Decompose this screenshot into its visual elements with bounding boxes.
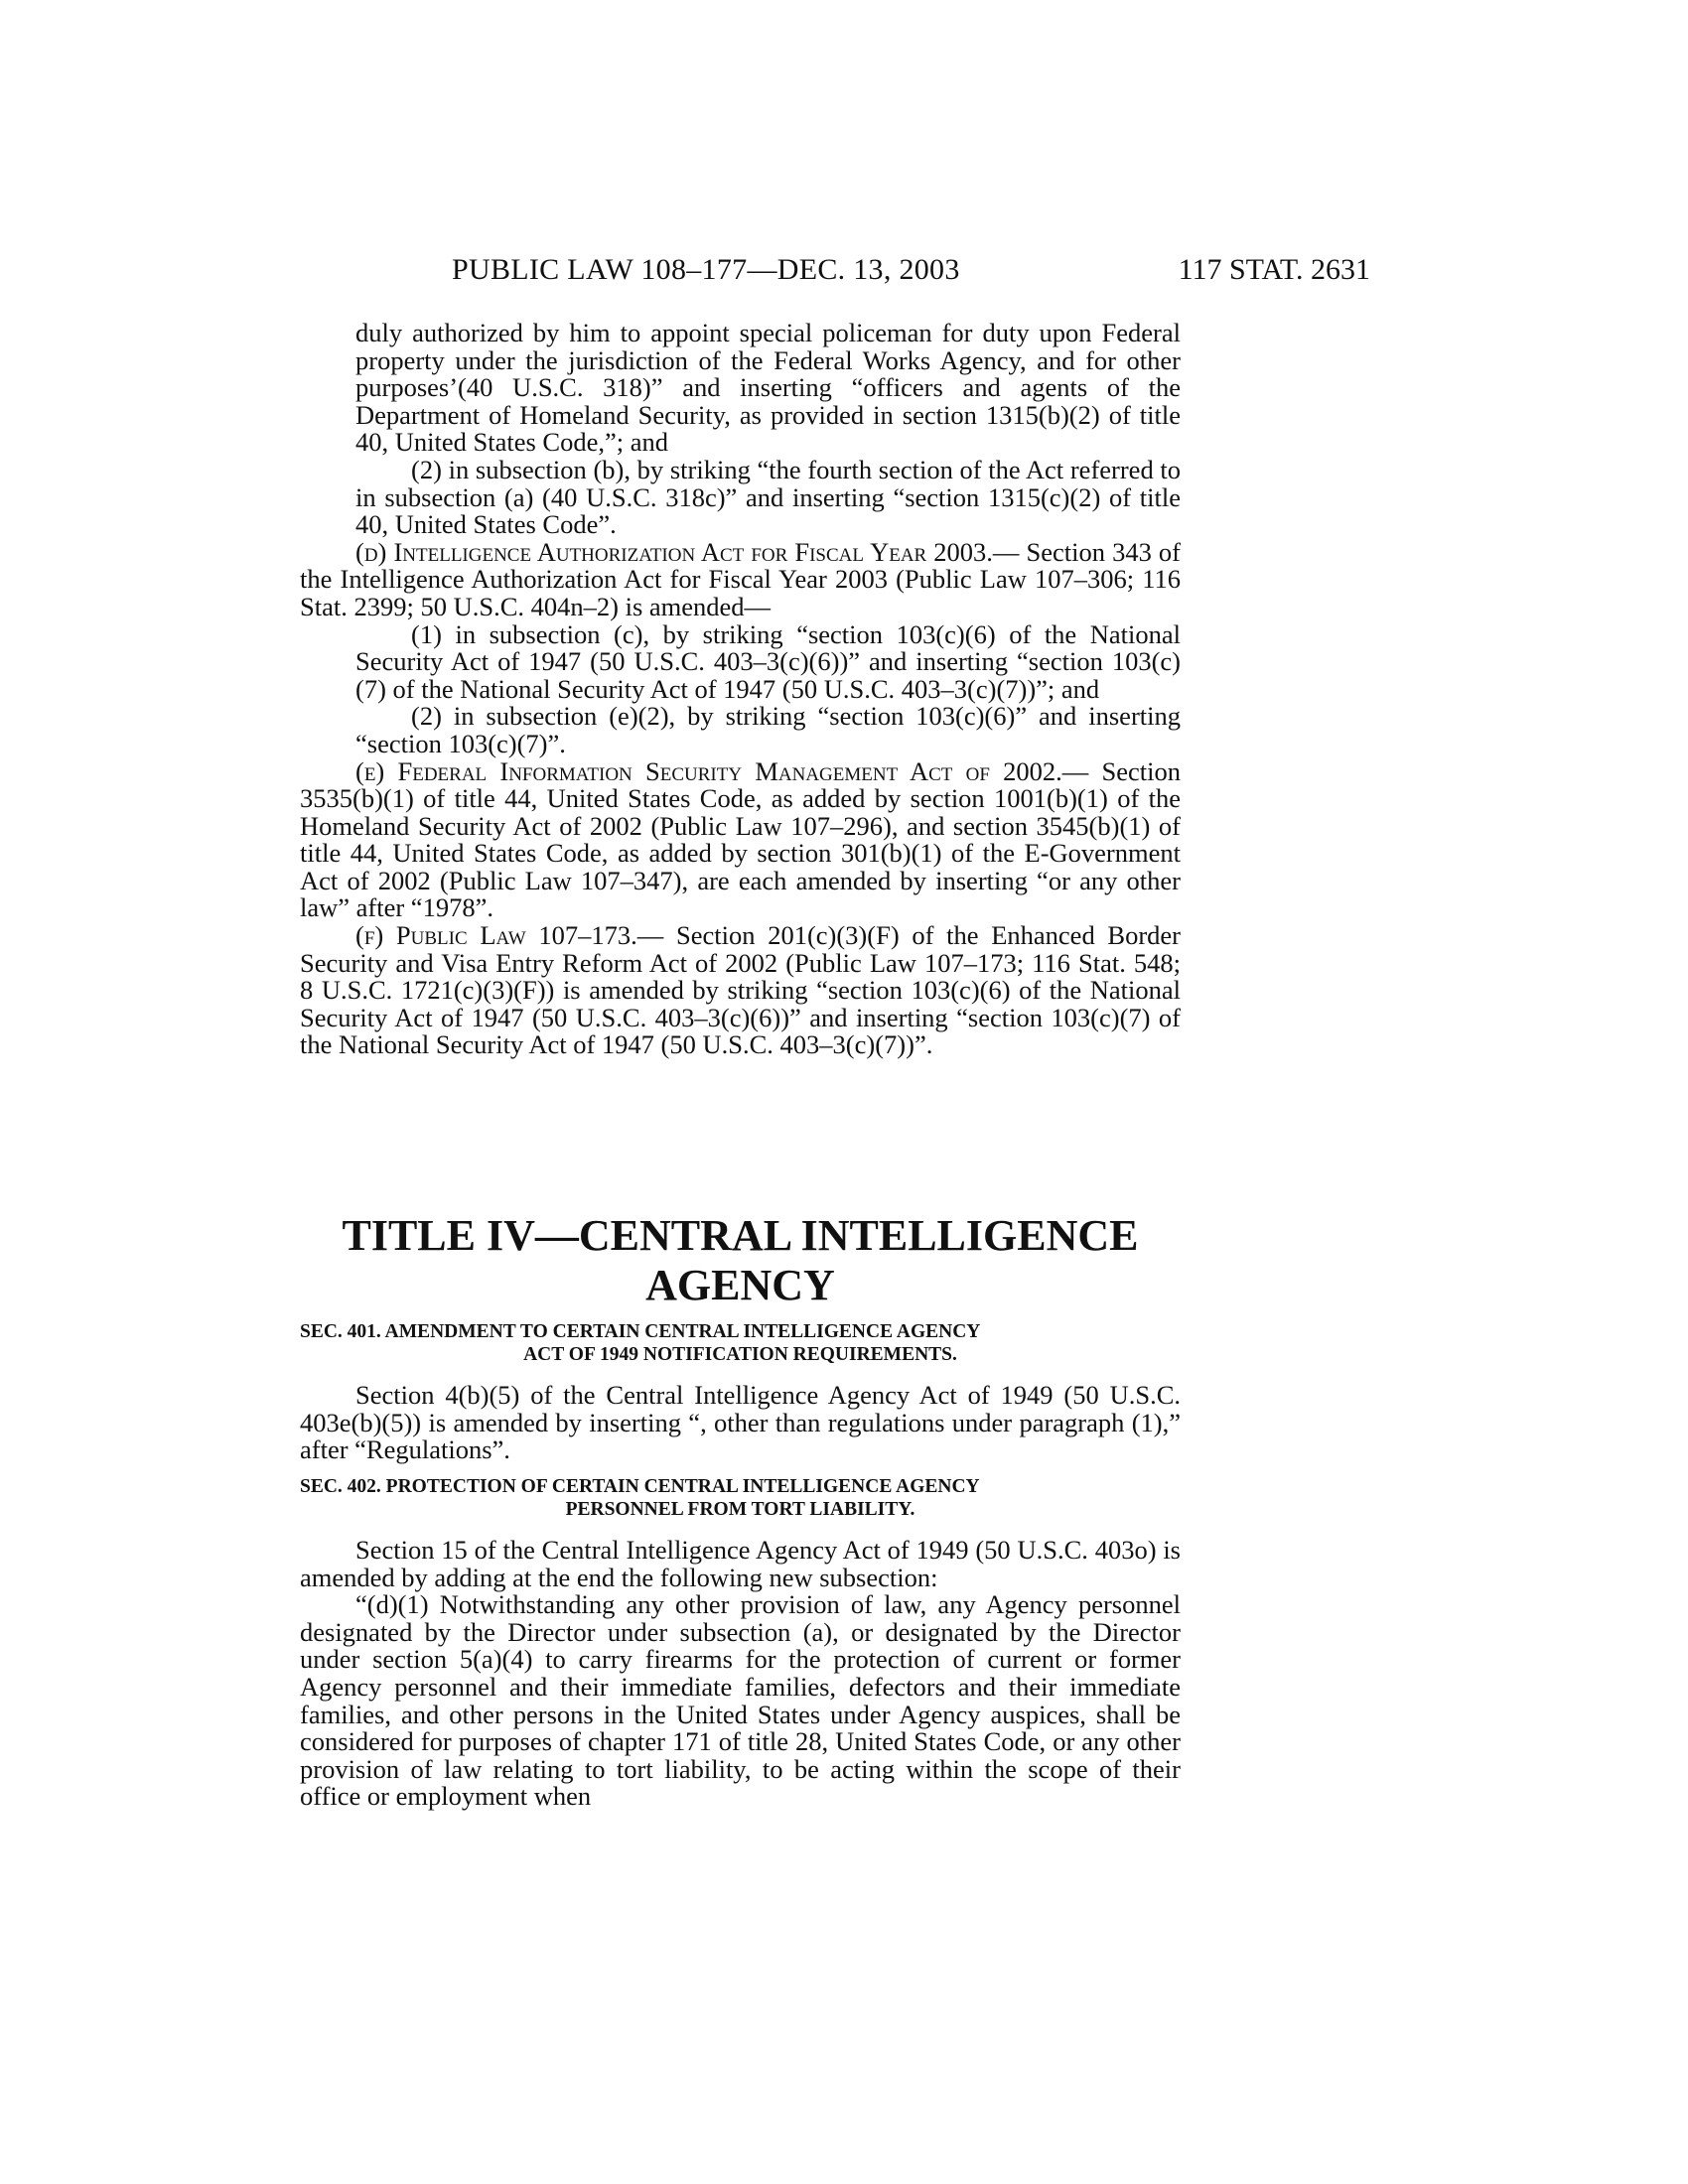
section-401-heading bbox=[300, 1320, 1181, 1366]
section-401-heading-line-2: ACT OF 1949 NOTIFICATION REQUIREMENTS. bbox=[523, 1344, 957, 1365]
subsection-f-heading: (f) Public Law 107–173.— bbox=[355, 920, 664, 951]
subsection-d-heading: (d) Intelligence Authorization Act for Fiscal Year 2003.— bbox=[355, 536, 1020, 567]
section-402-text-1: Section 15 of the Central Intelligence Agency Act of 1949 (50 U.S.C. 403o) is amended by adding at the end the following new subsection: bbox=[300, 1535, 1181, 1592]
section-402-heading-line-1: SEC. 402. PROTECTION OF CERTAIN CENTRAL INTELLIGENCE AGENCY bbox=[300, 1476, 980, 1497]
title-heading bbox=[300, 1211, 1181, 1310]
subsection-d-text: Section 343 of the Intelligence Authorization Act for Fiscal Year 2003 (Public Law 107–306; 116 Stat. 2399; 50 U.S.C. 404n–2) is amended— bbox=[300, 536, 1182, 621]
paragraph-subsection-d bbox=[300, 536, 1182, 621]
section-401-body bbox=[300, 1382, 1181, 1464]
running-header-title: PUBLIC LAW 108–177—DEC. 13, 2003 bbox=[452, 253, 960, 286]
section-402-text-2: “(d)(1) Notwithstanding any other provision of law, any Agency personnel designated by the Director under subsection (a), or designated by the Director under section 5(a)(4) to carry firearms for the protection of current or former Agency personnel and their immediate families, defectors and their immediate families, and other persons in the United States under Agency auspices, shall be considered for purposes of chapter 171 of title 28, United States Code, or any other provision of law relating to tort liability, to be acting within the scope of their office or employment when bbox=[300, 1589, 1181, 1812]
body-text-block bbox=[300, 320, 1181, 1059]
paragraph-d2: (2) in subsection (e)(2), by striking “section 103(c)(6)” and inserting “section 103(c)(7)”. bbox=[355, 701, 1181, 758]
paragraph-subsection-b: (2) in subsection (b), by striking “the fourth section of the Act referred to in subsection (a) (40 U.S.C. 318c)” and inserting “section 1315(c)(2) of title 40, United States Code”. bbox=[355, 454, 1181, 540]
subsection-e-heading: (e) Federal Information Security Management Act of 2002.— bbox=[355, 755, 1089, 786]
section-402-heading-line-2: PERSONNEL FROM TORT LIABILITY. bbox=[565, 1499, 915, 1520]
paragraph-subsection-f bbox=[300, 922, 1181, 1059]
paragraph-d1: (1) in subsection (c), by striking “section 103(c)(6) of the National Security Act of 1947 (50 U.S.C. 403–3(c)(6))” and inserting “section 103(c)(7) of the National Security Act of 1947 (50 U.S.C. 403–3(c)(7))”; and bbox=[355, 618, 1181, 704]
title-line-1: TITLE IV—CENTRAL INTELLIGENCE bbox=[342, 1211, 1139, 1260]
section-402-body bbox=[300, 1537, 1181, 1811]
paragraph-subsection-e bbox=[300, 755, 1181, 923]
running-header-page-number: 117 STAT. 2631 bbox=[1178, 253, 1370, 286]
subsection-e-text: Section 3535(b)(1) of title 44, United States Code, as added by section 1001(b)(1) of the Homeland Security Act of 2002 (Public Law 107–296), and section 3545(b)(1) of title 44, United States Code, as added by section 301(b)(1) of the E-Government Act of 2002 (Public Law 107–347), are each amended by inserting “or any other law” after “1978”. bbox=[300, 755, 1181, 923]
title-line-2: AGENCY bbox=[645, 1261, 835, 1309]
paragraph-continuation: duly authorized by him to appoint special policeman for duty upon Federal property under the jurisdiction of the Federal Works Agency, and for other purposes’(40 U.S.C. 318)” and inserting “officers and agents of the Department of Homeland Security, as provided in section 1315(b)(2) of title 40, United States Code,”; and bbox=[355, 318, 1181, 458]
section-402-heading bbox=[300, 1475, 1181, 1521]
section-401-heading-line-1: SEC. 401. AMENDMENT TO CERTAIN CENTRAL INTELLIGENCE AGENCY bbox=[300, 1321, 981, 1342]
section-401-text: Section 4(b)(5) of the Central Intelligence Agency Act of 1949 (50 U.S.C. 403e(b)(5)) is amended by inserting “, other than regulations under paragraph (1),” after “Regulations”. bbox=[300, 1380, 1181, 1465]
subsection-f-text: Section 201(c)(3)(F) of the Enhanced Border Security and Visa Entry Reform Act of 2002 (Public Law 107–173; 116 Stat. 548; 8 U.S.C. 1721(c)(3)(F)) is amended by striking “section 103(c)(6) of the National Security Act of 1947 (50 U.S.C. 403–3(c)(6))” and inserting “section 103(c)(7) of the National Security Act of 1947 (50 U.S.C. 403–3(c)(7))”. bbox=[300, 920, 1181, 1060]
